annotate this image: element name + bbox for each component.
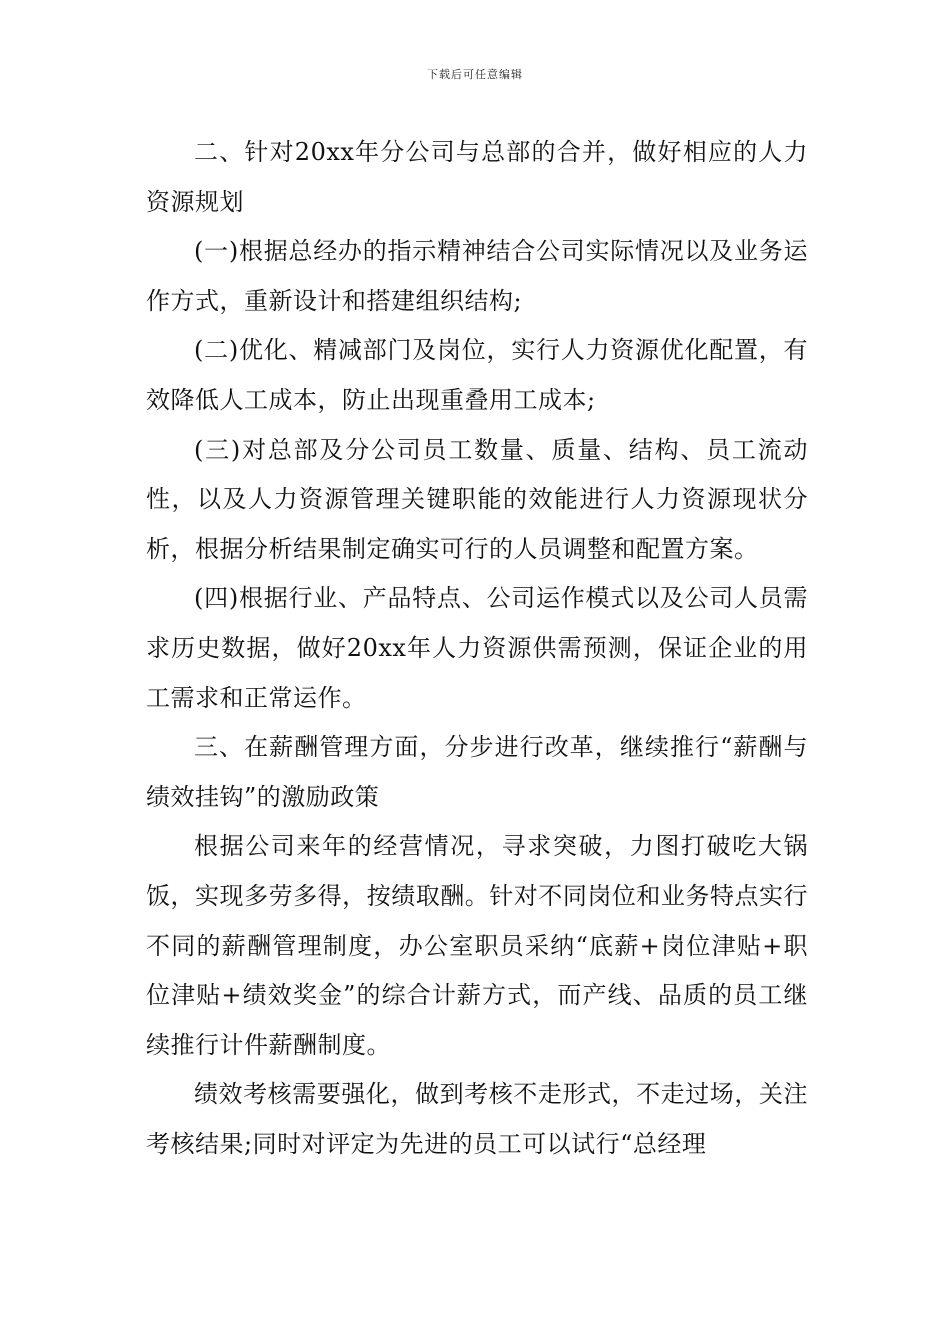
paragraph-section-three-heading: 三、在薪酬管理方面，分步进行改革，继续推行“薪酬与绩效挂钩”的激励政策 bbox=[146, 733, 808, 811]
paragraph-item-1: (一)根据总经办的指示精神结合公司实际情况以及业务运作方式，重新设计和搭建组织结构; bbox=[146, 237, 808, 315]
paragraph-section-two-heading: 二、针对20xx年分公司与总部的合并，做好相应的人力资源规划 bbox=[146, 138, 808, 216]
paragraph-item-4: (四)根据行业、产品特点、公司运作模式以及公司人员需求历史数据，做好20xx年人力资源供需预测，保证企业的用工需求和正常运作。 bbox=[146, 584, 808, 712]
paragraph-performance-review: 绩效考核需要强化，做到考核不走形式，不走过场，关注考核结果;同时对评定为先进的员工可以试行“总经理 bbox=[146, 1080, 808, 1158]
paragraph-item-2: (二)优化、精减部门及岗位，实行人力资源优化配置，有效降低人工成本，防止出现重叠用工成本; bbox=[146, 336, 808, 414]
document-body bbox=[146, 128, 808, 1169]
paragraph-salary-reform: 根据公司来年的经营情况，寻求突破，力图打破吃大锅饭，实现多劳多得，按绩取酬。针对不同岗位和业务特点实行不同的薪酬管理制度，办公室职员采纳“底薪+岗位津贴+职位津贴+绩效奖金”的综合计薪方式，而产线、品质的员工继续推行计件薪酬制度。 bbox=[146, 832, 808, 1059]
paragraph-item-3: (三)对总部及分公司员工数量、质量、结构、员工流动性，以及人力资源管理关键职能的效能进行人力资源现状分析，根据分析结果制定确实可行的人员调整和配置方案。 bbox=[146, 435, 808, 563]
page-header: 下载后可任意编辑 bbox=[427, 68, 523, 81]
